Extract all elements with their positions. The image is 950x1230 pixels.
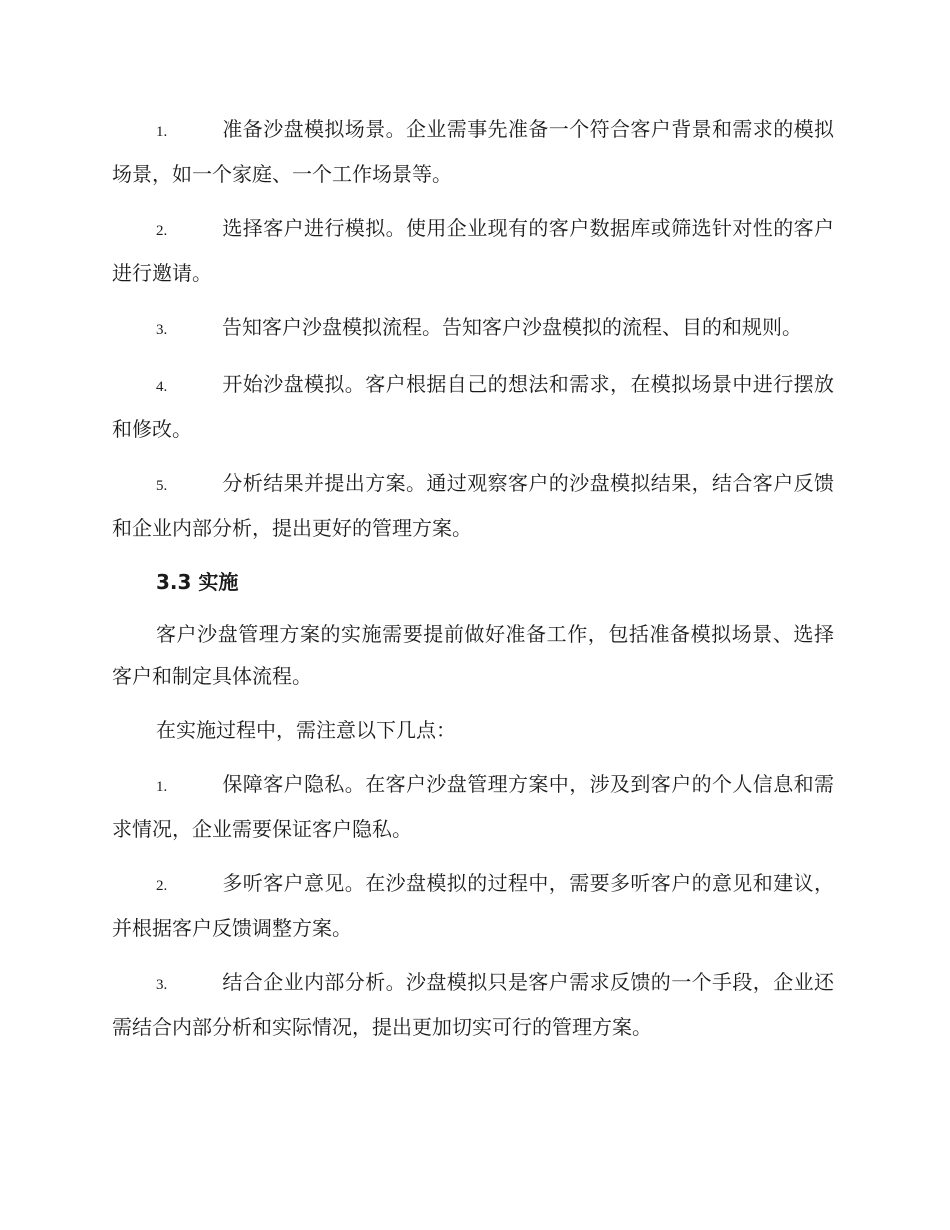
list-text: 开始沙盘模拟。客户根据自己的想法和需求，在模拟场景中进行摆放和修改。: [112, 372, 834, 441]
section-heading: 3.3 实施: [156, 570, 239, 594]
list-item: [112, 207, 834, 294]
list-number: 1.: [156, 779, 168, 795]
list-text: 结合企业内部分析。沙盘模拟只是客户需求反馈的一个手段，企业还需结合内部分析和实际情况，提出更加切实可行的管理方案。: [112, 970, 834, 1039]
list-text: 多听客户意见。在沙盘模拟的过程中，需要多听客户的意见和建议，并根据客户反馈调整方案。: [112, 871, 834, 940]
list-number: 3.: [156, 322, 168, 338]
paragraph: 客户沙盘管理方案的实施需要提前做好准备工作，包括准备模拟场景、选择客户和制定具体流程。: [112, 622, 834, 688]
list-item: [112, 862, 834, 949]
paragraph: 在实施过程中，需注意以下几点：: [156, 718, 456, 742]
list-item: [112, 363, 834, 450]
document-page: [112, 108, 834, 1060]
list-number: 3.: [156, 977, 168, 993]
list-text: 选择客户进行模拟。使用企业现有的客户数据库或筛选针对性的客户进行邀请。: [112, 216, 834, 285]
list-number: 1.: [156, 124, 168, 140]
list-number: 2.: [156, 223, 168, 239]
list-item: [112, 108, 834, 195]
list-text: 分析结果并提出方案。通过观察客户的沙盘模拟结果，结合客户反馈和企业内部分析，提出更好的管理方案。: [112, 471, 834, 540]
list-text: 准备沙盘模拟场景。企业需事先准备一个符合客户背景和需求的模拟场景，如一个家庭、一个工作场景等。: [112, 117, 834, 186]
list-item: [112, 763, 834, 850]
list-number: 5.: [156, 478, 168, 494]
list-item: [112, 961, 834, 1048]
list-number: 2.: [156, 878, 168, 894]
list-text: 保障客户隐私。在客户沙盘管理方案中，涉及到客户的个人信息和需求情况，企业需要保证客户隐私。: [112, 772, 834, 841]
list-number: 4.: [156, 379, 168, 395]
list-item: [112, 306, 834, 351]
list-item: [112, 462, 834, 549]
list-text: 告知客户沙盘模拟流程。告知客户沙盘模拟的流程、目的和规则。: [222, 315, 802, 339]
